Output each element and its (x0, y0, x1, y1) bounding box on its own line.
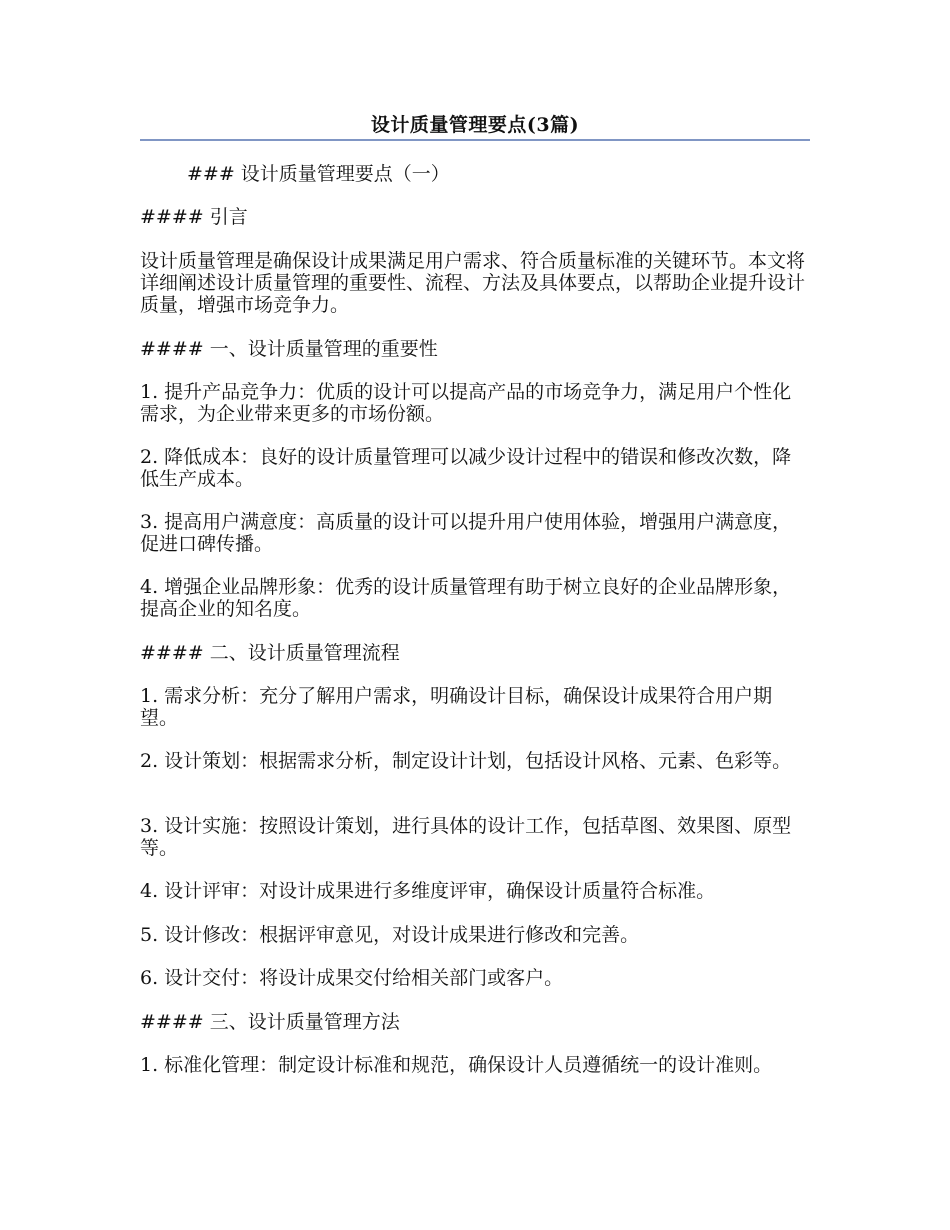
document-title: 设计质量管理要点(3篇) (370, 114, 580, 136)
list-item-process-3: 3. 设计实施：按照设计策划，进行具体的设计工作，包括草图、效果图、原型等。 (140, 815, 792, 859)
paragraph-introduction: 设计质量管理是确保设计成果满足用户需求、符合质量标准的关键环节。本文将详细阐述设计质量管理的重要性、流程、方法及具体要点，以帮助企业提升设计质量，增强市场竞争力。 (140, 250, 806, 316)
heading-part-one: ### 设计质量管理要点（一） (187, 163, 450, 185)
title-underline (140, 139, 810, 141)
list-item-methods-1: 1. 标准化管理：制定设计标准和规范，确保设计人员遵循统一的设计准则。 (140, 1054, 773, 1076)
heading-importance: #### 一、设计质量管理的重要性 (140, 338, 438, 360)
list-item-importance-4: 4. 增强企业品牌形象：优秀的设计质量管理有助于树立良好的企业品牌形象，提高企业的知名度。 (140, 576, 792, 620)
list-item-importance-2: 2. 降低成本：良好的设计质量管理可以减少设计过程中的错误和修改次数，降低生产成本。 (140, 446, 792, 490)
list-item-importance-1: 1. 提升产品竞争力：优质的设计可以提高产品的市场竞争力，满足用户个性化需求，为企业带来更多的市场份额。 (140, 381, 792, 425)
heading-introduction: #### 引言 (140, 206, 248, 228)
heading-methods: #### 三、设计质量管理方法 (140, 1011, 400, 1033)
list-item-importance-3: 3. 提高用户满意度：高质量的设计可以提升用户使用体验，增强用户满意度，促进口碑传播。 (140, 511, 792, 555)
list-item-process-1: 1. 需求分析：充分了解用户需求，明确设计目标，确保设计成果符合用户期望。 (140, 685, 773, 729)
list-item-process-4: 4. 设计评审：对设计成果进行多维度评审，确保设计质量符合标准。 (140, 880, 716, 902)
heading-process: #### 二、设计质量管理流程 (140, 642, 400, 664)
list-item-process-5: 5. 设计修改：根据评审意见，对设计成果进行修改和完善。 (140, 924, 640, 946)
list-item-process-6: 6. 设计交付：将设计成果交付给相关部门或客户。 (140, 967, 564, 989)
list-item-process-2: 2. 设计策划：根据需求分析，制定设计计划，包括设计风格、元素、色彩等。 (140, 750, 792, 772)
